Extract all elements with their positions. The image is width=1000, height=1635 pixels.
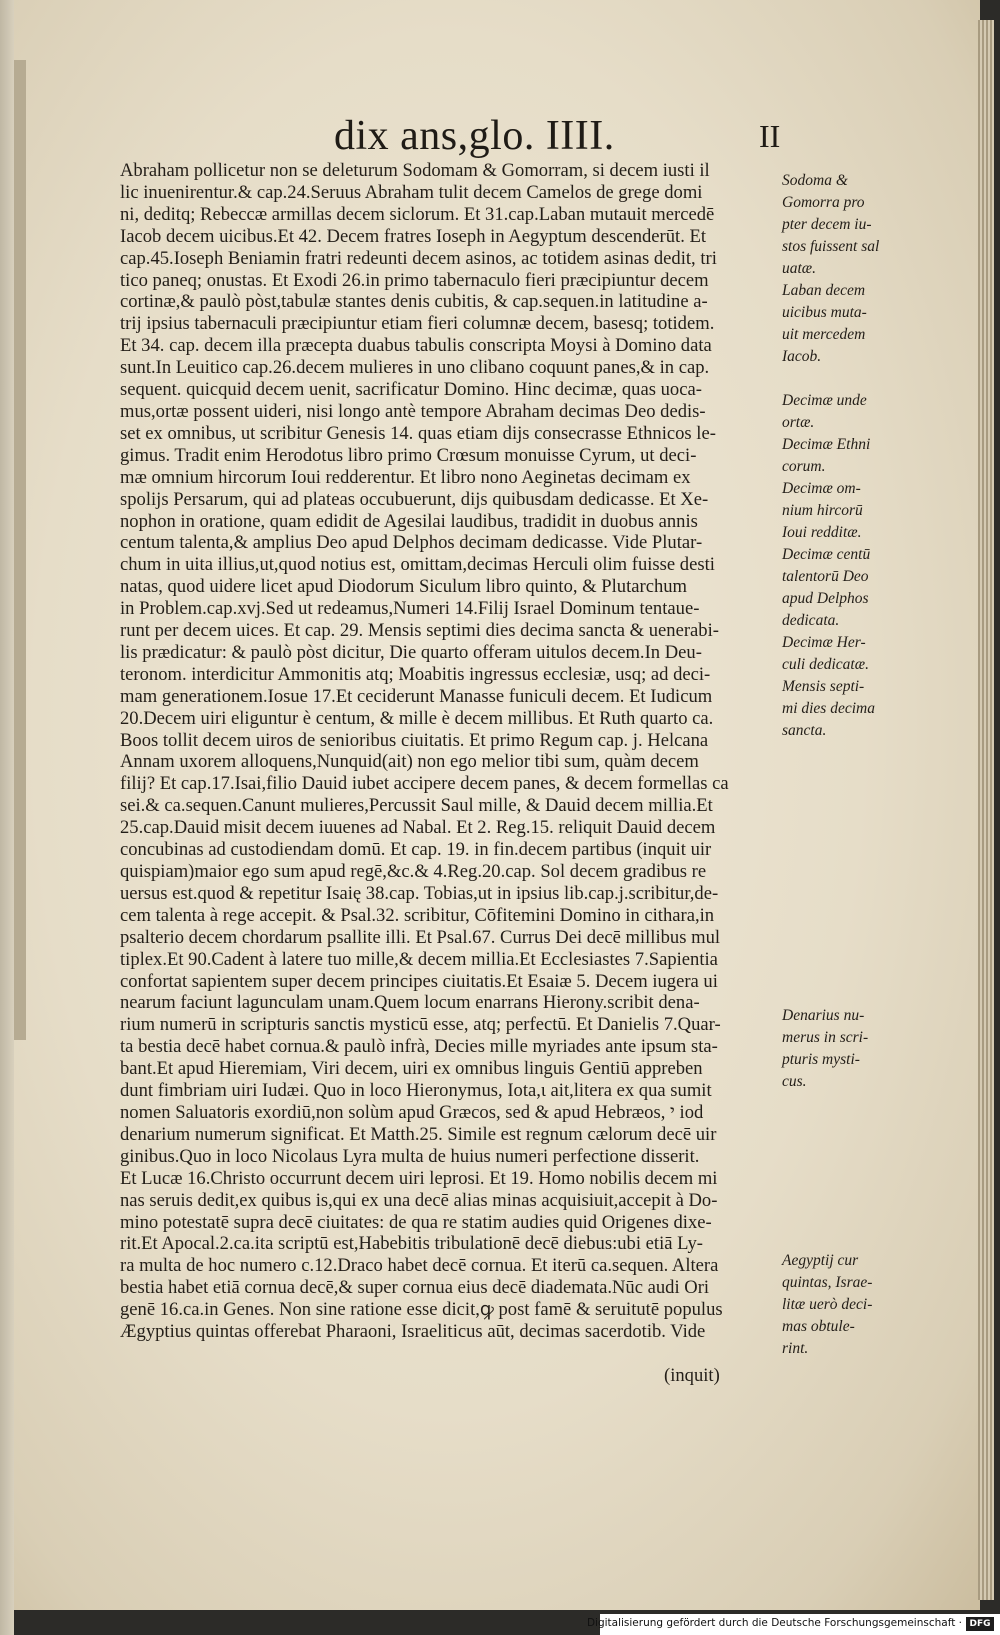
marginal-note-line: Decimæ centū <box>782 546 871 563</box>
marginal-note-line: Mensis septi- <box>782 678 865 695</box>
text-line: Annam uxorem alloquens,Nunquid(ait) non ego melior tibi sum, quàm decem <box>120 751 699 773</box>
text-line: tico paneq; onustas. Et Exodi 26.in primo tabernaculo fieri præcipiuntur decem <box>120 269 709 291</box>
marginal-note-line: pter decem iu- <box>782 215 872 233</box>
marginal-note-line: Aegyptij cur <box>782 1252 859 1269</box>
marginal-note-line: nium hircorū <box>782 501 863 519</box>
text-line: gimus. Tradit enim Herodotus libro primo Crœsum monuisse Cyrum, ut deci- <box>120 444 697 466</box>
marginal-note-line: apud Delphos <box>782 589 869 607</box>
text-line: genē 16.ca.in Genes. Non sine ratione esse dicit,ꝙ post famē & seruitutē populus <box>120 1299 723 1321</box>
text-line: sunt.In Leuitico cap.26.decem mulieres in uno clibano coquunt panes,& in cap. <box>120 357 710 379</box>
text-line: chum in uita illius,ut,quod notius est, omittam,decimas Herculi olim fuisse desti <box>120 554 715 576</box>
text-line: ra multa de hoc numero c.12.Draco habet decē cornua. Et iterū ca.sequen. Altera <box>120 1255 719 1277</box>
left-page-edge <box>0 0 14 1635</box>
text-line: nomen Saluatoris exordiū,non solùm apud Græcos, sed & apud Hebræos, י iod <box>120 1101 704 1123</box>
text-line: 20.Decem uiri eliguntur è centum, & mille è decem millibus. Et Ruth quarto ca. <box>120 707 714 729</box>
marginal-note-line: sancta. <box>782 721 827 739</box>
text-line: mæ omnium hircorum Ioui redderentur. Et libro nono Aeginetas decimam ex <box>120 466 691 488</box>
text-line: lic inuenirentur.& cap.24.Seruus Abraham tulit decem Camelos de grege domi <box>120 181 703 203</box>
text-line: nas seruis dedit,ex quibus is,qui ex una decē alias minas acquisiuit,accepit à Do- <box>120 1189 718 1211</box>
text-line: in Problem.cap.xvj.Sed ut redeamus,Numeri 14.Filij Israel Dominum tentaue- <box>120 598 700 620</box>
marginal-note <box>782 170 982 280</box>
marginal-note <box>782 478 982 544</box>
text-line: tiplex.Et 90.Cadent à latere tuo mille,& decem millia.Et Ecclesiastes 7.Sapientia <box>120 948 718 970</box>
text-line: uersus est.quod & repetitur Isaię 38.cap. Tobias,ut in ipsius lib.cap.j.scribitur,de- <box>120 882 719 904</box>
text-line: denarium numerum significat. Et Matth.25. Simile est regnum cælorum decē uir <box>120 1123 717 1145</box>
marginal-note <box>782 1005 982 1093</box>
marginal-note <box>782 390 982 434</box>
marginal-note-line: dedicata. <box>782 611 840 629</box>
marginal-note <box>782 434 982 478</box>
text-line: rit.Et Apocal.2.ca.ita scriptū est,Habebitis tribulationē decē diebus:ubi etiā Ly- <box>120 1233 703 1255</box>
marginal-note-line: cus. <box>782 1072 807 1090</box>
text-line: confortat sapientem super decem principes ciuitatis.Et Esaiæ 5. Decem iugera ui <box>120 970 718 992</box>
text-line: mam generationem.Iosue 17.Et ceciderunt Manasse funiculi decem. Et Iudicum <box>120 685 713 707</box>
text-line: centum talenta,& amplius Deo apud Delphos decimam dedicasse. Vide Plutar- <box>120 532 703 554</box>
text-line: Boos tollit decem uiros de senioribus ciuitatis. Et primo Regum cap. j. Helcana <box>120 729 709 751</box>
text-line: filij? Et cap.17.Isai,filio Dauid iubet accipere decem panes, & decem formellas ca <box>120 773 729 795</box>
facing-page-stub <box>14 60 26 1040</box>
text-line: mus,ortæ possent uideri, nisi longo antè tempore Abraham decimas Deo dedis- <box>120 400 706 422</box>
text-line: Ægyptius quintas offerebat Pharaoni, Israeliticus aūt, decimas sacerdotib. Vide <box>120 1321 706 1343</box>
marginal-note-line: Ioui redditæ. <box>782 523 862 541</box>
text-line: natas, quod uidere licet apud Diodorum Siculum libro quinto, & Plutarchum <box>120 576 688 598</box>
text-line: dunt fimbriam uiri Iudæi. Quo in loco Hieronymus, Iota,ι ait,litera ex qua sumit <box>120 1080 712 1102</box>
marginal-note-line: Gomorra pro <box>782 193 865 211</box>
text-line: runt per decem uices. Et cap. 29. Mensis septimi dies decima sancta & uenerabi- <box>120 620 719 642</box>
text-line: set ex omnibus, ut scribitur Genesis 14. quas etiam dijs consecrasse Ethnicos le- <box>120 422 716 444</box>
marginal-note-line: corum. <box>782 457 826 475</box>
marginal-note-line: Decimæ unde <box>782 392 867 409</box>
marginal-note-line: uatæ. <box>782 259 817 277</box>
funding-credit: Digitalisierung gefördert durch die Deutsche Forschungsgemeinschaft · <box>586 1617 962 1629</box>
marginal-note-line: Laban decem <box>782 282 866 299</box>
marginal-note-line: pturis mysti- <box>782 1050 860 1068</box>
marginal-note-line: litæ uerò deci- <box>782 1295 873 1313</box>
marginal-note-line: Iacob. <box>782 347 822 365</box>
text-line: cem talenta à rege accepit. & Psal.32. scribitur, Cōfitemini Domino in cithara,in <box>120 904 715 926</box>
marginal-note-line: Denarius nu- <box>782 1007 865 1024</box>
catchword: (inquit) <box>664 1365 720 1386</box>
marginal-note-line: rint. <box>782 1339 809 1357</box>
text-line: Iacob decem uicibus.Et 42. Decem fratres Ioseph in Aegyptum descenderūt. Et <box>120 225 707 247</box>
text-line: cortinæ,& paulò pòst,tabulæ stantes denis cubitis, & cap.sequen.in latitudine a- <box>120 291 708 313</box>
text-line: ta bestia decē habet cornua.& paulò infrà, Decies mille myriades ante ipsum sta- <box>120 1036 718 1058</box>
marginal-note-line: mas obtule- <box>782 1317 855 1335</box>
text-line: rium numerū in scripturis sanctis mysticū esse, atq; perfectū. Et Danielis 7.Quar- <box>120 1014 721 1036</box>
marginal-note <box>782 280 982 368</box>
text-line: concubinas ad custodiendam domū. Et cap. 19. in fin.decem partibus (inquit uir <box>120 839 712 861</box>
marginal-note-line: talentorū Deo <box>782 567 869 585</box>
text-line: spolijs Persarum, qui ad plateas occubuerunt, dijs quibusdam dedicasse. Et Xe- <box>120 488 709 510</box>
marginal-note-line: mi dies decima <box>782 699 875 717</box>
text-line: mino potestatē supra decē ciuitates: de qua re statim audies quid Origenes dixe- <box>120 1211 712 1233</box>
page-header <box>14 112 980 160</box>
dfg-logo-icon: DFG <box>966 1617 994 1631</box>
marginal-note-line: Sodoma & <box>782 172 848 189</box>
marginal-note-line: Decimæ Her- <box>782 634 866 651</box>
marginal-note-line: uicibus muta- <box>782 303 867 321</box>
marginal-note-line: ortæ. <box>782 413 815 431</box>
text-line: sequent. quicquid decem uenit, sacrificatur Domino. Hinc decimæ, quas uoca- <box>120 379 702 401</box>
marginal-note-line: merus in scri- <box>782 1028 869 1046</box>
book-page <box>14 0 980 1610</box>
marginal-note <box>782 632 982 676</box>
text-line: psalterio decem chordarum psallite illi. Et Psal.67. Currus Dei decē millibus mul <box>120 926 721 948</box>
text-line: Abraham pollicetur non se deleturum Sodomam & Gomorram, si decem iusti il <box>120 160 710 181</box>
marginal-note-line: Decimæ om- <box>782 480 861 497</box>
marginal-note-line: Decimæ Ethni <box>782 436 871 453</box>
right-page-edges <box>978 20 994 1600</box>
text-line: bant.Et apud Hieremiam, Viri decem, uiri ex omnibus linguis Gentiū appreben <box>120 1058 703 1080</box>
text-line: Et 34. cap. decem illa præcepta duabus tabulis conscripta Moysi à Domino data <box>120 335 712 357</box>
text-line: ni, deditq; Rebeccæ armillas decem siclorum. Et 31.cap.Laban mutauit mercedē <box>120 203 715 225</box>
marginal-note-line: culi dedicatæ. <box>782 655 869 673</box>
marginal-note <box>782 676 982 742</box>
text-line: bestia habet etiā cornua decē,& super cornua eius decē diademata.Nūc audi Ori <box>120 1277 710 1299</box>
marginal-note-line: stos fuissent sal <box>782 237 880 255</box>
folio-number: II <box>759 118 781 154</box>
digitization-footer <box>586 1614 1000 1635</box>
text-line: Et Lucæ 16.Christo occurrunt decem uiri leprosi. Et 19. Homo nobilis decem mi <box>120 1167 718 1189</box>
text-line: cap.45.Ioseph Beniamin fratri redeunti decem asinos, ac totidem asinas dedit, tri <box>120 247 717 269</box>
text-line: teronom. interdicitur Ammonitis atq; Moabitis ingressus ecclesiæ, usq; ad deci- <box>120 663 711 685</box>
marginal-note <box>782 544 982 632</box>
marginal-note <box>782 1250 982 1360</box>
text-line: lis prædicatur: & paulò pòst dicitur, Die quarto offeram uitulos decem.In Deu- <box>120 641 702 663</box>
text-line: 25.cap.Dauid misit decem iuuenes ad Nabal. Et 2. Reg.15. reliquit Dauid decem <box>120 817 716 839</box>
text-line: trij ipsius tabernaculi præcipiuntur etiam fieri columnæ decem, basesq; totidem. <box>120 313 715 335</box>
main-text-block <box>120 160 780 1410</box>
text-line: nearum faciunt lagunculam unam.Quem locum enarrans Hierony.scribit dena- <box>120 992 700 1014</box>
text-line: sei.& ca.sequen.Canunt mulieres,Percussit Saul mille, & Dauid decem millia.Et <box>120 795 713 817</box>
running-title: dix ans,glo. IIII. <box>334 113 615 159</box>
marginal-note-line: quintas, Israe- <box>782 1273 873 1291</box>
marginal-note-line: uit mercedem <box>782 325 866 343</box>
text-line: quispiam)maior ego sum apud regē,&c.& 4.Reg.20.cap. Sol decem gradibus re <box>120 861 707 882</box>
text-line: ginibus.Quo in loco Nicolaus Lyra multa de huius numeri perfectione disserit. <box>120 1145 700 1167</box>
text-line: nophon in oratione, quam edidit de Agesilai laudibus, tradidit in duobus annis <box>120 510 698 532</box>
